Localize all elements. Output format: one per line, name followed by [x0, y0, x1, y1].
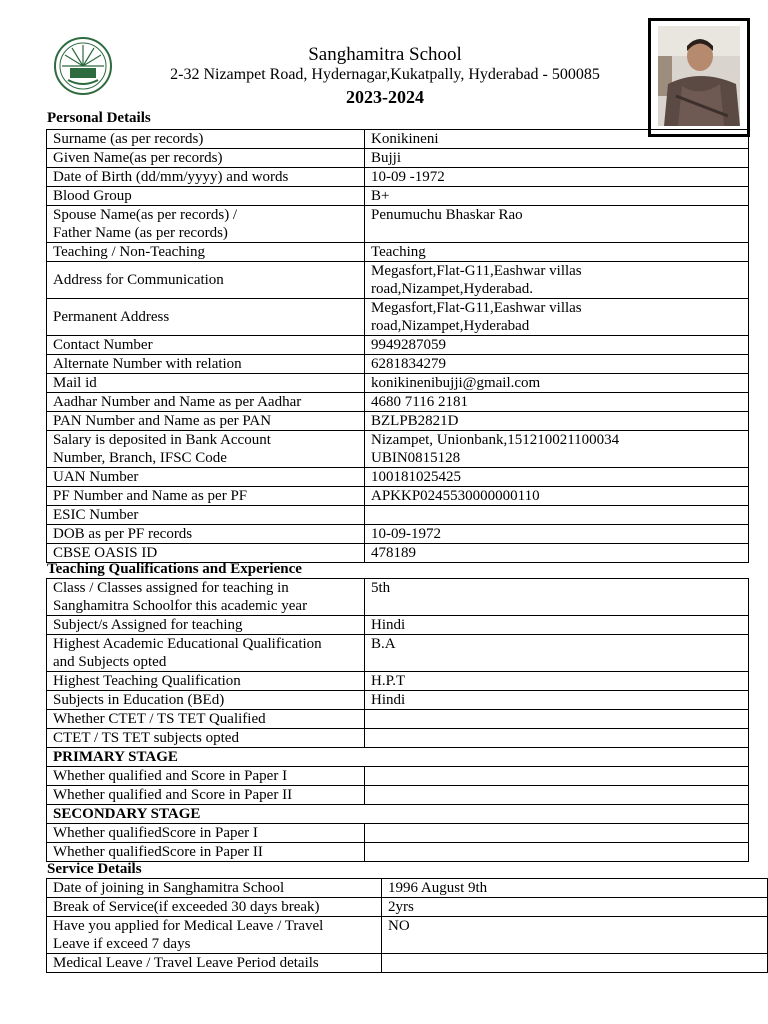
- field-label: Permanent Address: [53, 309, 170, 325]
- field-value-line2: road,Nizampet,Hyderabad.: [371, 281, 534, 297]
- field-label: DOB as per PF records: [53, 526, 193, 542]
- field-label-cell: [47, 412, 365, 431]
- field-label-cell: [47, 767, 365, 786]
- field-value-cell: [365, 525, 749, 544]
- field-label-cell: [47, 187, 365, 206]
- field-value: APKKP0245530000000110: [371, 488, 540, 504]
- field-value: 5th: [371, 580, 391, 596]
- field-value: Hindi: [371, 692, 406, 708]
- field-value: Konikineni: [371, 131, 439, 147]
- field-value-cell: [365, 487, 749, 506]
- field-label: UAN Number: [53, 469, 139, 485]
- table-row: [47, 805, 749, 824]
- table-row: [47, 879, 768, 898]
- field-label-cell: [47, 468, 365, 487]
- field-value: Hindi: [371, 617, 406, 633]
- field-value: 478189: [371, 545, 416, 561]
- field-value-cell: [365, 168, 749, 187]
- table-row: [47, 824, 749, 843]
- field-label: Have you applied for Medical Leave / Travel: [53, 918, 324, 934]
- field-value-cell: [365, 710, 749, 729]
- field-label-cell: [47, 336, 365, 355]
- table-row: [47, 786, 749, 805]
- teaching-qualifications-table: [46, 578, 749, 862]
- field-value: konikinenibujji@gmail.com: [371, 375, 541, 391]
- table-row: [47, 579, 749, 616]
- field-label-cell: [47, 206, 365, 243]
- field-value-cell: [365, 412, 749, 431]
- field-value-cell: [365, 506, 749, 525]
- school-logo: [48, 36, 118, 96]
- table-row: [47, 487, 749, 506]
- field-label: Aadhar Number and Name as per Aadhar: [53, 394, 302, 410]
- field-label-cell: [47, 729, 365, 748]
- service-details-table: [46, 878, 768, 973]
- stage-heading: PRIMARY STAGE: [47, 748, 749, 767]
- field-value-line2: UBIN0815128: [371, 450, 461, 466]
- field-label: Date of Birth (dd/mm/yyyy) and words: [53, 169, 289, 185]
- field-label: Medical Leave / Travel Leave Period details: [53, 955, 319, 971]
- stage-heading: SECONDARY STAGE: [47, 805, 749, 824]
- field-value-line2: road,Nizampet,Hyderabad: [371, 318, 530, 334]
- field-value-cell: [365, 149, 749, 168]
- field-label-line2: Number, Branch, IFSC Code: [53, 450, 227, 466]
- field-value: [371, 729, 742, 747]
- school-address: 2-32 Nizampet Road, Hydernagar,Kukatpally, Hyderabad - 500085: [170, 66, 600, 83]
- field-value-cell: [365, 431, 749, 468]
- field-label: Whether qualified and Score in Paper I: [53, 768, 288, 784]
- field-value-cell: [365, 206, 749, 243]
- field-value: [371, 710, 742, 728]
- field-value-cell: [365, 243, 749, 262]
- field-label-cell: [47, 672, 365, 691]
- field-value-cell: [382, 898, 768, 917]
- table-row: [47, 748, 749, 767]
- field-label-cell: [47, 843, 365, 862]
- table-row: [47, 710, 749, 729]
- field-value-cell: [365, 355, 749, 374]
- field-label-cell: [47, 579, 365, 616]
- field-value: 10-09 -1972: [371, 169, 445, 185]
- table-row: [47, 468, 749, 487]
- field-label: Date of joining in Sanghamitra School: [53, 880, 285, 896]
- field-label: PF Number and Name as per PF: [53, 488, 248, 504]
- field-value: 1996 August 9th: [388, 880, 488, 896]
- field-label-line2: Sanghamitra Schoolfor this academic year: [53, 598, 308, 614]
- field-label-cell: [47, 616, 365, 635]
- field-value-cell: [365, 262, 749, 299]
- field-label-cell: [47, 879, 382, 898]
- field-label: Class / Classes assigned for teaching in: [53, 580, 289, 596]
- table-row: [47, 187, 749, 206]
- field-label: Whether qualifiedScore in Paper I: [53, 825, 258, 841]
- table-row: [47, 336, 749, 355]
- table-row: [47, 843, 749, 862]
- field-label-cell: [47, 954, 382, 973]
- field-label: Alternate Number with relation: [53, 356, 242, 372]
- field-label-cell: [47, 635, 365, 672]
- field-value: Megasfort,Flat-G11,Eashwar villas: [371, 300, 582, 316]
- field-value-cell: [365, 786, 749, 805]
- field-value: [371, 786, 742, 804]
- table-row: [47, 672, 749, 691]
- field-label: Whether qualified and Score in Paper II: [53, 787, 293, 803]
- table-row: [47, 616, 749, 635]
- field-label-cell: [47, 710, 365, 729]
- field-label-cell: [47, 374, 365, 393]
- field-value: [371, 506, 742, 524]
- table-row: [47, 374, 749, 393]
- field-label: Given Name(as per records): [53, 150, 223, 166]
- table-row: [47, 393, 749, 412]
- field-label: Highest Academic Educational Qualification: [53, 636, 322, 652]
- field-label-cell: [47, 525, 365, 544]
- field-value: Bujji: [371, 150, 402, 166]
- photo-frame: [648, 18, 750, 137]
- table-row: [47, 168, 749, 187]
- field-value-cell: [365, 616, 749, 635]
- field-label-cell: [47, 917, 382, 954]
- table-row: [47, 917, 768, 954]
- service-details-heading: Service Details: [47, 861, 142, 877]
- field-label-cell: [47, 786, 365, 805]
- table-row: [47, 130, 749, 149]
- field-label: Address for Communication: [53, 272, 224, 288]
- field-value-cell: [382, 954, 768, 973]
- field-label-line2: Leave if exceed 7 days: [53, 936, 191, 952]
- field-label: Spouse Name(as per records) /: [53, 207, 238, 223]
- field-value: Nizampet, Unionbank,151210021100034: [371, 432, 620, 448]
- field-label: CBSE OASIS ID: [53, 545, 158, 561]
- personal-details-table: [46, 129, 749, 563]
- field-label: Contact Number: [53, 337, 153, 353]
- table-row: [47, 729, 749, 748]
- staff-photo: [658, 26, 740, 126]
- field-value: 100181025425: [371, 469, 461, 485]
- field-value-cell: [365, 374, 749, 393]
- table-row: [47, 412, 749, 431]
- field-label: CTET / TS TET subjects opted: [53, 730, 239, 746]
- personal-details-heading: Personal Details: [47, 110, 151, 126]
- field-value-cell: [382, 917, 768, 954]
- field-value: [388, 954, 761, 972]
- field-label: Highest Teaching Qualification: [53, 673, 241, 689]
- field-value-cell: [365, 544, 749, 563]
- field-value: [371, 843, 742, 861]
- field-value-cell: [365, 824, 749, 843]
- field-label: ESIC Number: [53, 507, 139, 523]
- teaching-qualifications-heading: Teaching Qualifications and Experience: [47, 561, 302, 577]
- field-label: Subjects in Education (BEd): [53, 692, 225, 708]
- field-value-cell: [365, 187, 749, 206]
- field-label: Teaching / Non-Teaching: [53, 244, 206, 260]
- field-value: 2yrs: [388, 899, 414, 915]
- field-label: Subject/s Assigned for teaching: [53, 617, 243, 633]
- field-label: Whether qualifiedScore in Paper II: [53, 844, 263, 860]
- table-row: [47, 506, 749, 525]
- field-label-cell: [47, 262, 365, 299]
- field-value: 9949287059: [371, 337, 446, 353]
- field-label-cell: [47, 299, 365, 336]
- field-value-cell: [382, 879, 768, 898]
- field-value-cell: [365, 130, 749, 149]
- field-label-line2: Father Name (as per records): [53, 225, 228, 241]
- field-value-cell: [365, 468, 749, 487]
- table-row: [47, 691, 749, 710]
- field-label-cell: [47, 149, 365, 168]
- field-value: 10-09-1972: [371, 526, 441, 542]
- field-label-cell: [47, 243, 365, 262]
- table-row: [47, 299, 749, 336]
- field-label-cell: [47, 824, 365, 843]
- field-label-cell: [47, 487, 365, 506]
- field-value: 6281834279: [371, 356, 446, 372]
- field-label: Whether CTET / TS TET Qualified: [53, 711, 266, 727]
- field-label-cell: [47, 431, 365, 468]
- field-value-cell: [365, 691, 749, 710]
- academic-year: 2023-2024: [346, 87, 424, 107]
- field-value-cell: [365, 672, 749, 691]
- table-row: [47, 262, 749, 299]
- field-value: BZLPB2821D: [371, 413, 459, 429]
- field-value: Penumuchu Bhaskar Rao: [371, 207, 523, 223]
- field-label: Surname (as per records): [53, 131, 204, 147]
- field-value: B.A: [371, 636, 396, 652]
- field-value-cell: [365, 579, 749, 616]
- table-row: [47, 149, 749, 168]
- field-value: Megasfort,Flat-G11,Eashwar villas: [371, 263, 582, 279]
- table-row: [47, 635, 749, 672]
- table-row: [47, 355, 749, 374]
- field-value-cell: [365, 299, 749, 336]
- table-row: [47, 525, 749, 544]
- field-label-line2: and Subjects opted: [53, 654, 167, 670]
- field-label-cell: [47, 506, 365, 525]
- field-value: B+: [371, 188, 390, 204]
- table-row: [47, 206, 749, 243]
- field-label-cell: [47, 393, 365, 412]
- table-row: [47, 767, 749, 786]
- school-name: Sanghamitra School: [308, 44, 462, 65]
- field-value-cell: [365, 393, 749, 412]
- field-value-cell: [365, 635, 749, 672]
- field-label-cell: [47, 691, 365, 710]
- table-row: [47, 954, 768, 973]
- field-value-cell: [365, 767, 749, 786]
- field-label-cell: [47, 898, 382, 917]
- field-label: PAN Number and Name as per PAN: [53, 413, 272, 429]
- table-row: [47, 898, 768, 917]
- table-row: [47, 243, 749, 262]
- field-label-cell: [47, 130, 365, 149]
- field-value-cell: [365, 843, 749, 862]
- field-value-cell: [365, 729, 749, 748]
- field-label: Salary is deposited in Bank Account: [53, 432, 271, 448]
- field-value: [371, 824, 742, 842]
- field-value: [371, 767, 742, 785]
- field-value: Teaching: [371, 244, 426, 260]
- field-value-cell: [365, 336, 749, 355]
- field-label-cell: [47, 355, 365, 374]
- field-label: Break of Service(if exceeded 30 days break): [53, 899, 320, 915]
- field-label-cell: [47, 168, 365, 187]
- field-label: Blood Group: [53, 188, 132, 204]
- field-label: Mail id: [53, 375, 97, 391]
- field-value: NO: [388, 918, 410, 934]
- field-value: 4680 7116 2181: [371, 394, 468, 410]
- table-row: [47, 431, 749, 468]
- field-value: H.P.T: [371, 673, 406, 689]
